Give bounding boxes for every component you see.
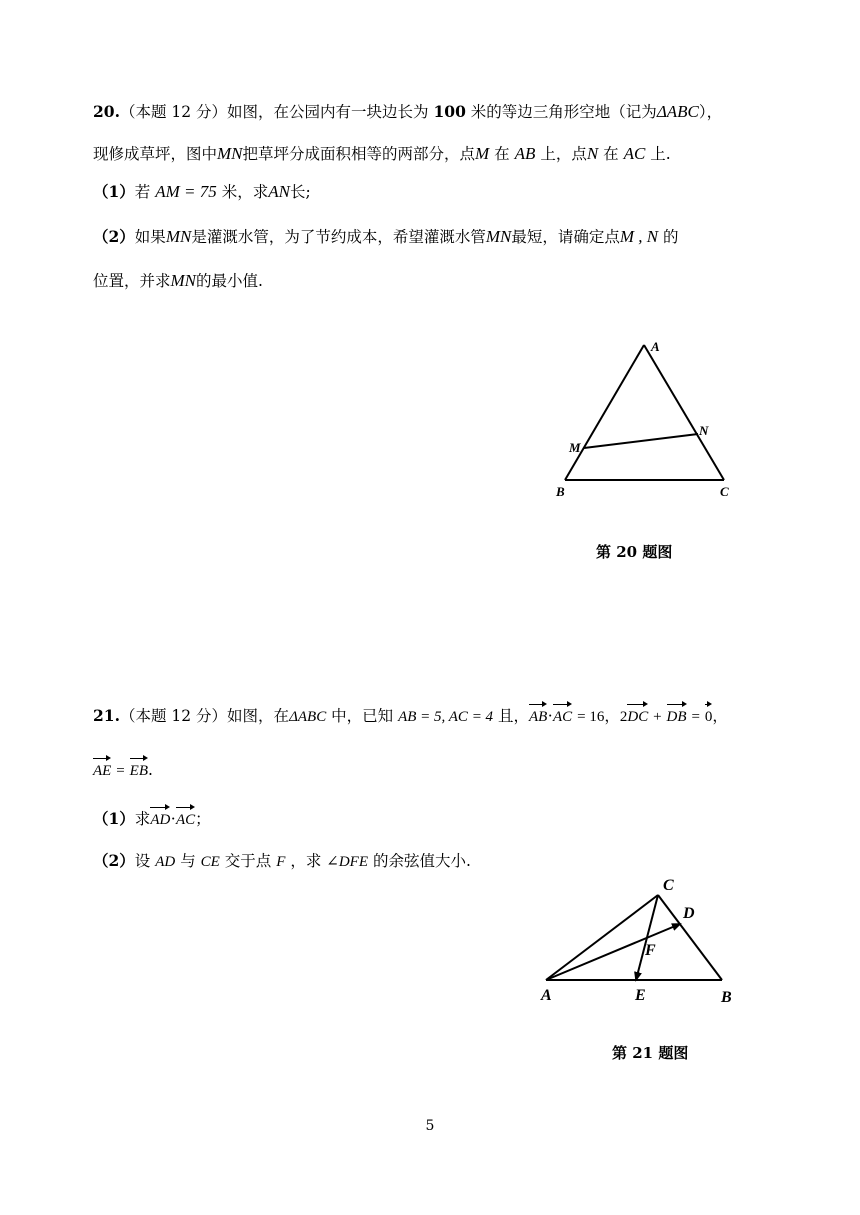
q20-line-1: 20.（本题 12 分）如图，在公园内有一块边长为 100 米的等边三角形空地（记为ΔABC），: [93, 102, 723, 121]
vector-ce: [636, 895, 658, 980]
q20-line-2: 现修成草坪，图中MN把草坪分成面积相等的两部分，点M 在 AB 上，点N 在 AC 上.: [93, 144, 671, 163]
vector-ad: [546, 924, 680, 980]
label-m: M: [569, 440, 581, 455]
q20-part-2-cont: 位置，并求MN的最小值.: [93, 271, 263, 290]
page-number: 5: [425, 1118, 435, 1134]
q20-part-1: （1）若 AM = 75 米，求AN长;: [93, 182, 311, 201]
label-n: N: [699, 423, 709, 438]
q21-part-1: （1）求AD·AC；: [93, 805, 211, 831]
label-b: B: [721, 989, 732, 1006]
q20-part-2: （2）如果MN是灌溉水管，为了节约成本，希望灌溉水管MN最短，请确定点M , N 的: [93, 227, 679, 246]
side-ac: [546, 895, 658, 980]
q21-line-1: 21.（本题 12 分）如图，在ΔABC 中，已知 AB = 5, AC = 4 且，AB·AC = 16，2DC + DB = 0，: [93, 702, 728, 728]
label-c: C: [720, 484, 729, 499]
label-d: D: [683, 905, 695, 922]
label-a: A: [541, 987, 552, 1004]
label-c: C: [663, 877, 674, 894]
q21-part-2: （2）设 AD 与 CE 交于点 F ，求 ∠DFE 的余弦值大小.: [93, 851, 471, 870]
q21-caption: 第 21 题图: [612, 1044, 689, 1062]
label-f: F: [645, 942, 656, 959]
label-e: E: [635, 987, 646, 1004]
q21-line-2: AE = EB.: [93, 756, 153, 782]
label-b: B: [556, 484, 565, 499]
label-a: A: [651, 339, 660, 354]
q20-caption: 第 20 题图: [596, 543, 673, 561]
